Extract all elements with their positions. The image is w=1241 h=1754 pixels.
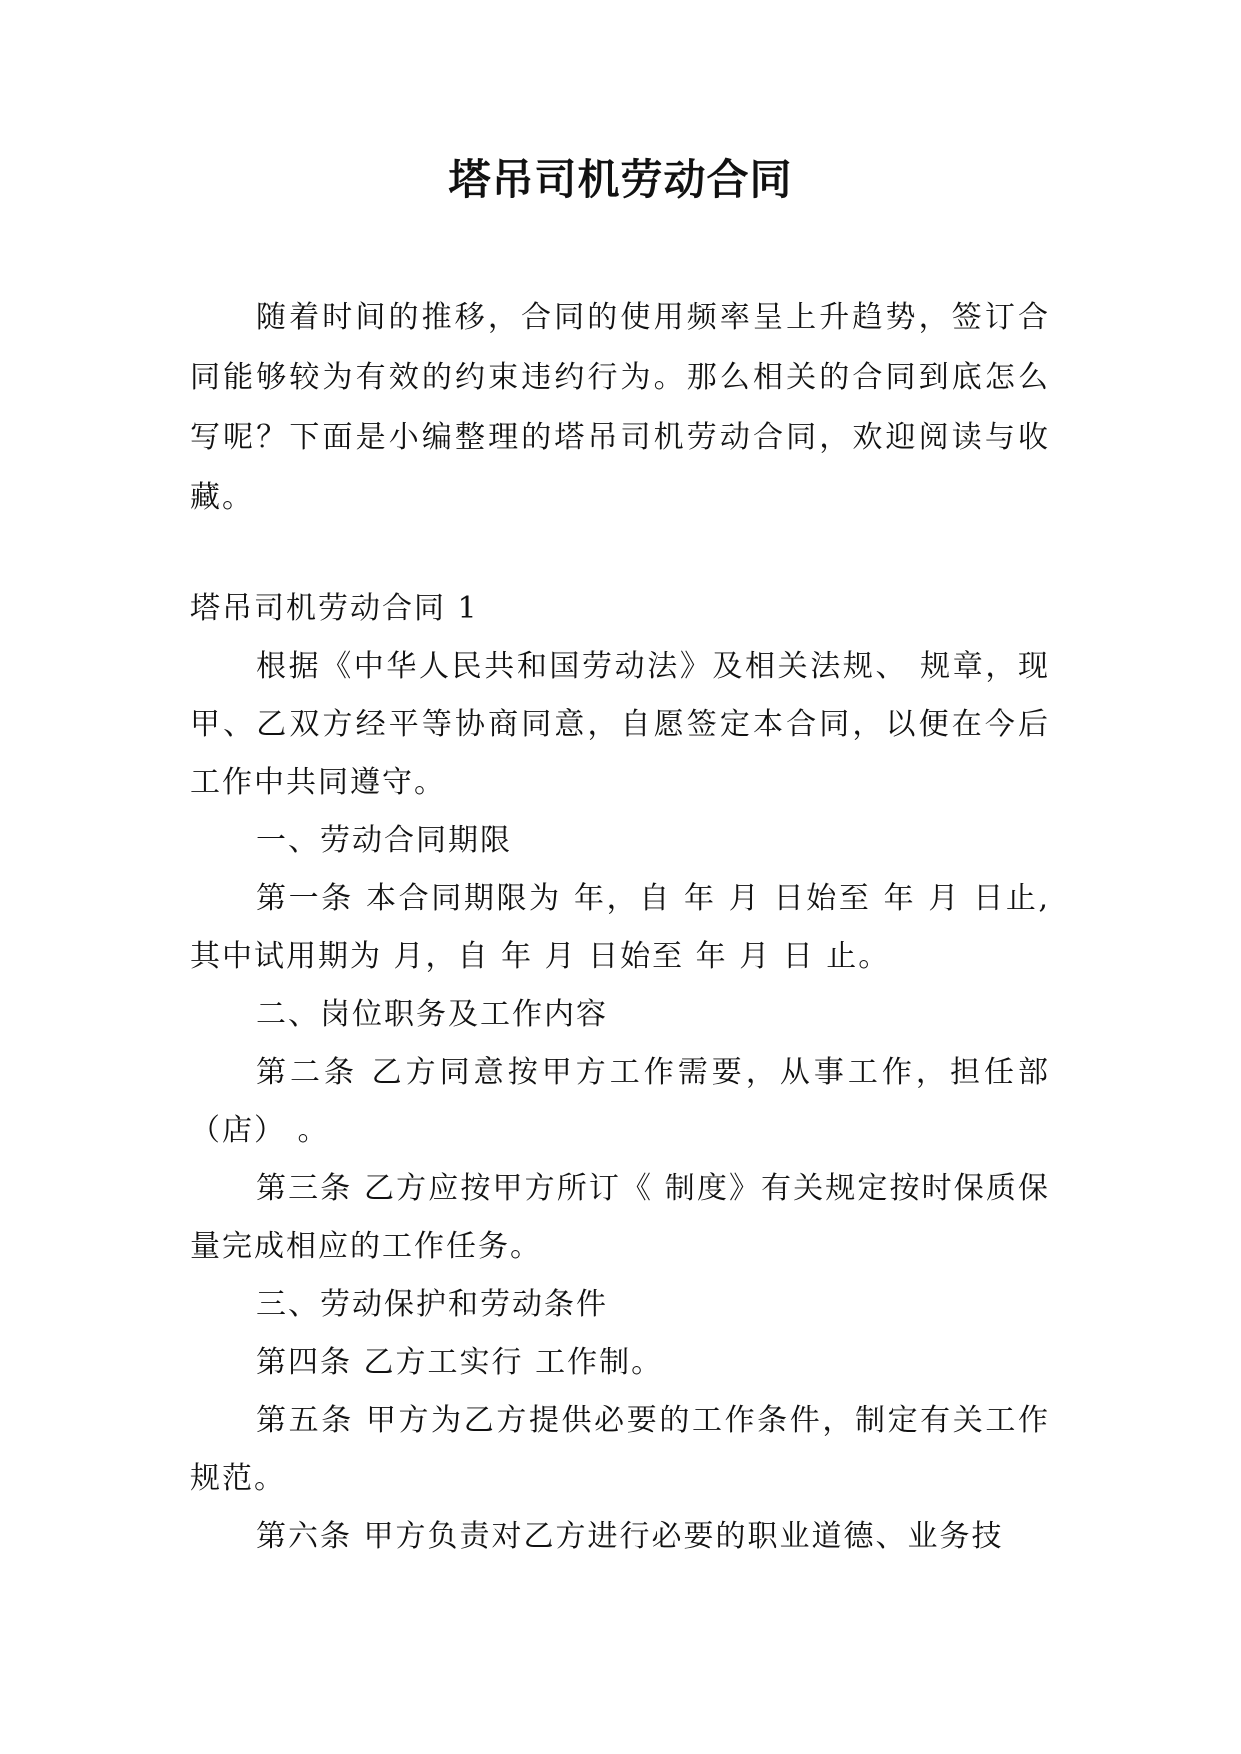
- document-title: 塔吊司机劳动合同: [448, 155, 793, 204]
- article-1: 第一条 本合同期限为 年，自 年 月 日始至 年 月 日止,其中试用期为 月，自 年 月 日始至 年 月 日 止。: [190, 881, 1050, 974]
- heading-contract-term: 一、劳动合同期限: [256, 823, 512, 858]
- article-2: 第二条 乙方同意按甲方工作需要，从事工作，担任部（店） 。: [190, 1055, 1050, 1148]
- article-4: 第四条 乙方工实行 工作制。: [256, 1345, 664, 1380]
- article-6: 第六条 甲方负责对乙方进行必要的职业道德、业务技: [256, 1519, 1004, 1554]
- intro-paragraph: 随着时间的推移，合同的使用频率呈上升趋势，签订合同能够较为有效的约束违约行为。那么相关的合同到底怎么写呢？下面是小编整理的塔吊司机劳动合同，欢迎阅读与收藏。: [190, 300, 1050, 515]
- article-5: 第五条 甲方为乙方提供必要的工作条件，制定有关工作规范。: [190, 1403, 1050, 1496]
- paragraph-preamble: 根据《中华人民共和国劳动法》及相关法规、 规章，现甲、乙双方经平等协商同意，自愿签定本合同，以便在今后工作中共同遵守。: [190, 649, 1050, 800]
- article-3: 第三条 乙方应按甲方所订《 制度》有关规定按时保质保量完成相应的工作任务。: [190, 1171, 1050, 1264]
- section-title: 塔吊司机劳动合同 1: [190, 591, 479, 626]
- heading-position-duties: 二、岗位职务及工作内容: [256, 997, 608, 1032]
- heading-labor-protection: 三、劳动保护和劳动条件: [256, 1287, 608, 1322]
